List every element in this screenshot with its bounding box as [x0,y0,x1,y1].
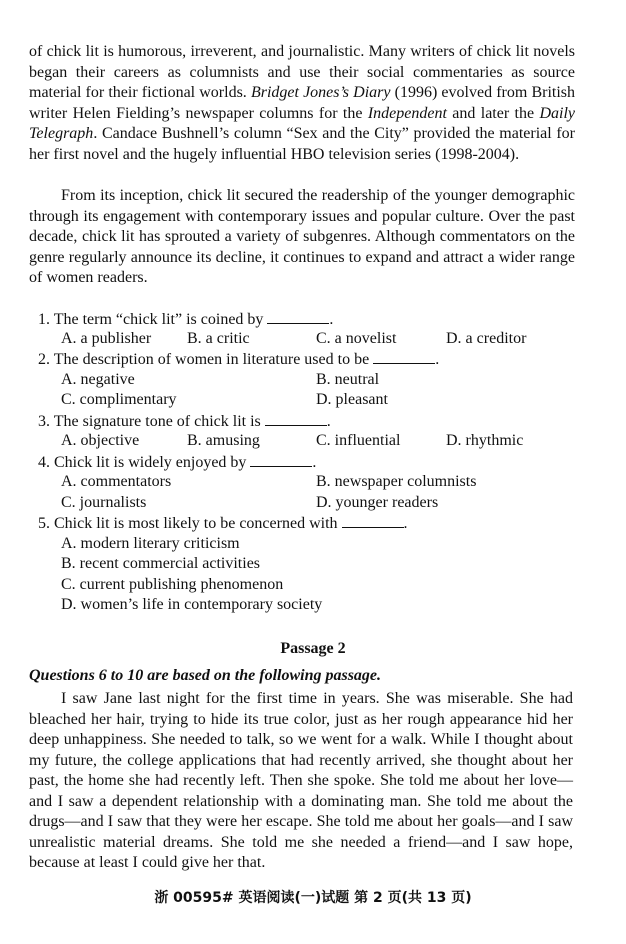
q2-option-b: B. neutral [316,371,380,388]
book-title: Bridget Jones’s Diary [250,84,391,101]
passage2-title: Passage 2 [280,640,346,657]
answer-blank [250,452,312,467]
q5-option-c: C. current publishing phenomenon [61,576,284,593]
q5-option-a: A. modern literary criticism [61,535,240,552]
q2-option-c: C. complimentary [61,391,177,408]
para1-text-d: . Candace Bushnell’s column “Sex and the City” provided the material for her first novel and the hugely influential HBO television series (1998-2004). [29,125,575,163]
answer-blank [342,513,404,528]
q1-option-c: C. a novelist [316,330,397,347]
q3-option-b: B. amusing [187,432,260,449]
q3-option-d: D. rhythmic [446,432,524,449]
answer-blank [373,349,435,364]
para1-text-b: (1996) evolved from British writer Helen Fielding’s newspaper columns for the [29,84,576,122]
q3-option-a: A. objective [61,432,140,449]
passage1-paragraph1 [29,42,575,165]
q4-option-b: B. newspaper columnists [316,473,477,490]
q1-option-d: D. a creditor [446,330,527,347]
newspaper-telegraph: Daily Telegraph [29,104,575,142]
q3-option-c: C. influential [316,432,401,449]
question-5: 5. Chick lit is most likely to be concerned with . [38,515,408,532]
passage2-instructions: Questions 6 to 10 are based on the following passage. [29,667,382,684]
q4-option-a: A. commentators [61,473,172,490]
q5-option-b: B. recent commercial activities [61,555,261,572]
q2-option-d: D. pleasant [316,391,388,408]
answer-blank [265,411,327,426]
question-1: 1. The term “chick lit” is coined by . [38,311,334,328]
q1-option-b: B. a critic [187,330,250,347]
question-3: 3. The signature tone of chick lit is . [38,413,331,430]
q1-option-a: A. a publisher [61,330,152,347]
q2-option-a: A. negative [61,371,135,388]
para1-text-c: and later the [446,104,540,122]
answer-blank [267,309,329,324]
q5-option-d: D. women’s life in contemporary society [61,596,323,613]
question-2: 2. The description of women in literature used to be . [38,351,440,368]
passage2-text: I saw Jane last night for the first time in years. She was miserable. She had bleached her hair, trying to hide its true color, just as her rough appearance hid her deep unhappiness. She needed to talk, so we went for a walk. While I thought about my future, the college applications that had recently arrived, she thought about her past, the home she had recently left. Then she spoke. She told me about her love—and I saw a dependent relationship with a dominating man. She told me about the drugs—and I saw that they were her escape. She told me about her goals—and I saw unrealistic material dreams. She told me she needed a friend—and I saw hope, because at least I could give her that. [29,690,573,871]
page-footer: 浙 00595# 英语阅读(一)试题 第 2 页(共 13 页) [154,890,472,906]
question-4: 4. Chick lit is widely enjoyed by . [38,454,317,471]
q4-option-c: C. journalists [61,494,147,511]
q4-option-d: D. younger readers [316,494,439,511]
para1-text-a: of chick lit is humorous, irreverent, and journalistic. Many writers of chick lit novels began their careers as columnists and use their social commentaries as source material for their fictional worlds. [29,43,575,101]
passage1-paragraph2: From its inception, chick lit secured the readership of the younger demographic through its engagement with contemporary issues and popular culture. Over the past decade, chick lit has sprouted a variety of subgenres. Although commentators on the genre regularly announce its decline, it continues to expand and attract a wider range of women readers. [29,187,575,286]
newspaper-independent: Independent [367,104,447,122]
